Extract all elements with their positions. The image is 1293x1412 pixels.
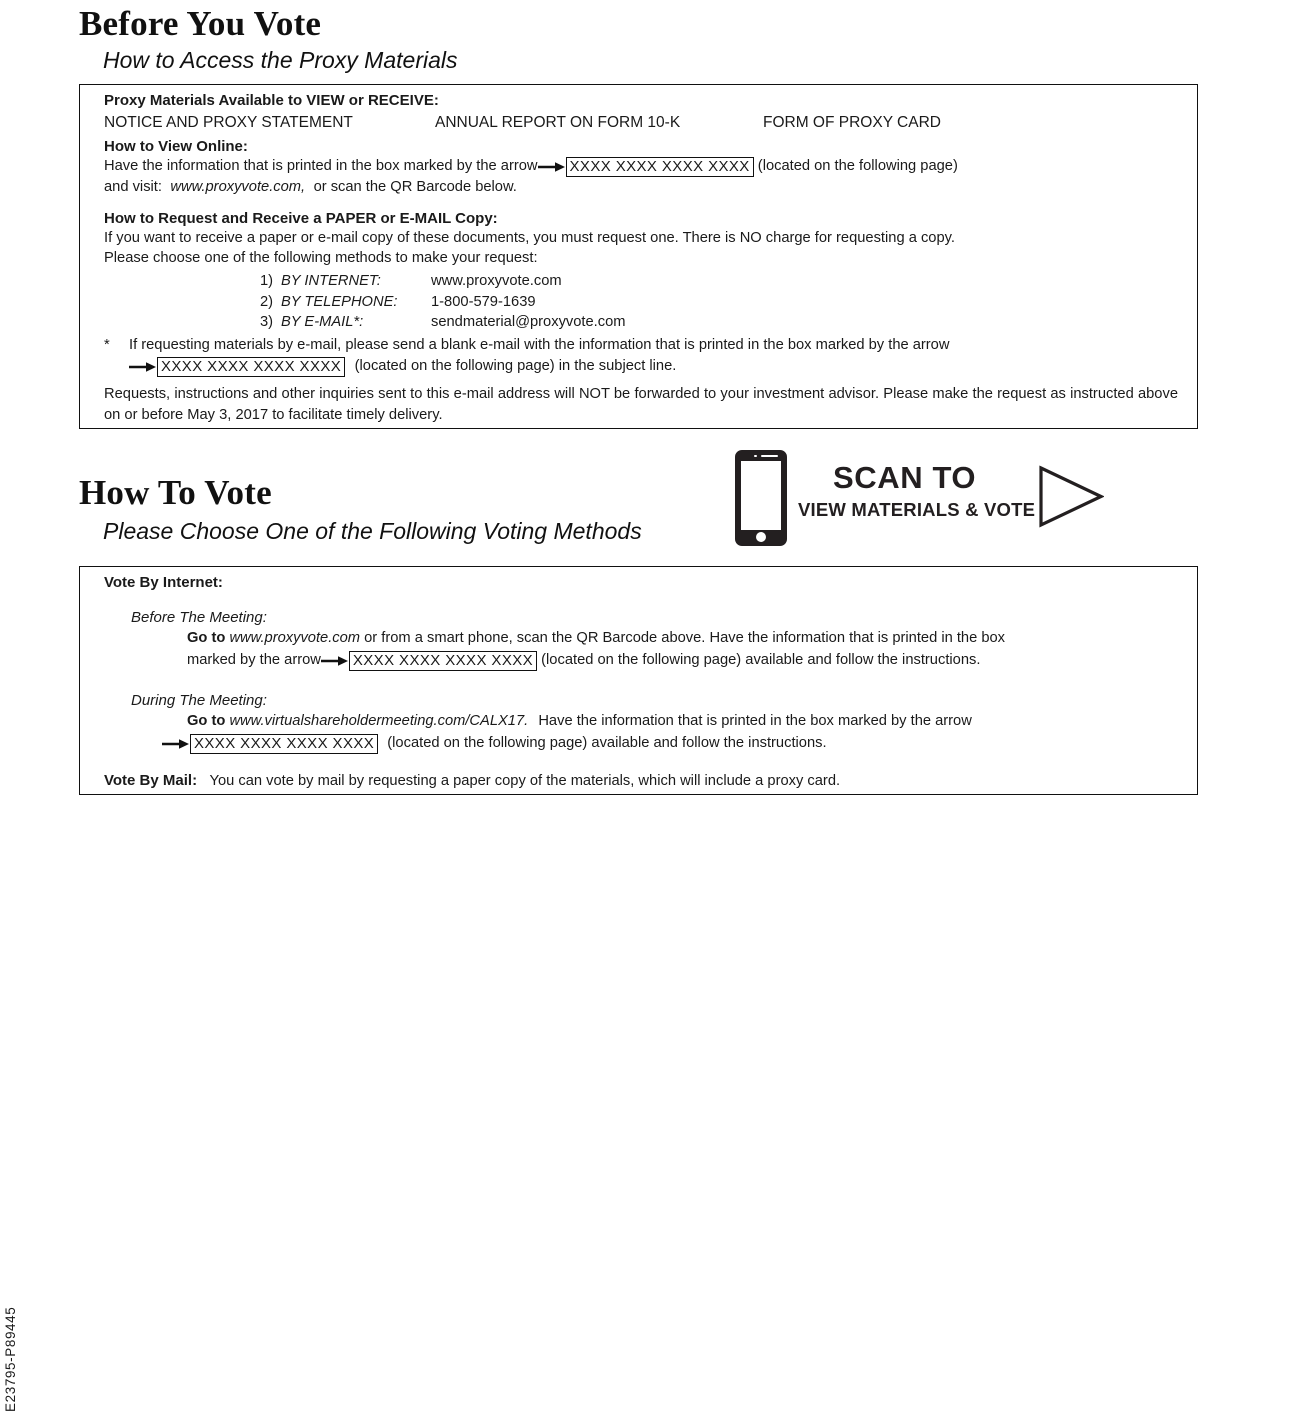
control-number-box-3: XXXX XXXX XXXX XXXX xyxy=(349,651,537,671)
method-label-internet: BY INTERNET: xyxy=(281,273,381,289)
vote-by-mail-row xyxy=(104,771,840,791)
control-number-box-2: XXXX XXXX XXXX XXXX xyxy=(157,357,345,377)
page-subtitle-access-proxy-materials: How to Access the Proxy Materials xyxy=(103,47,458,73)
before-the-meeting-label: Before The Meeting: xyxy=(131,609,267,626)
material-form-of-proxy-card: FORM OF PROXY CARD xyxy=(763,114,941,131)
scan-to-headline: SCAN TO xyxy=(833,460,977,495)
during-goto-label: Go to xyxy=(187,713,226,729)
control-number-box-1: XXXX XXXX XXXX XXXX xyxy=(566,157,754,177)
method-number-1: 1) xyxy=(259,273,273,289)
method-number-2: 2) xyxy=(259,293,273,310)
method-label-telephone: BY TELEPHONE: xyxy=(281,293,398,310)
control-number-box-4: XXXX XXXX XXXX XXXX xyxy=(190,734,378,754)
view-online-heading: How to View Online: xyxy=(104,138,248,155)
request-copy-line-2: Please choose one of the following methods to make your request: xyxy=(104,250,538,266)
material-annual-report-10k: ANNUAL REPORT ON FORM 10-K xyxy=(435,114,681,131)
request-method-telephone xyxy=(255,292,626,313)
during-meeting-body xyxy=(187,711,1178,754)
arrow-to-codebox-1 xyxy=(538,157,754,177)
method-value-email[interactable]: sendmaterial@proxyvote.com xyxy=(431,314,626,330)
phone-camera-dot xyxy=(754,455,757,458)
request-method-email xyxy=(255,312,626,333)
method-number-3: 3) xyxy=(259,314,273,330)
footnote-sentence-pre: If requesting materials by e-mail, please send a blank e-mail with the information that is printed in the box marked by the arrow xyxy=(129,337,950,353)
how-to-vote-panel xyxy=(79,566,1198,795)
proxyvote-url-link[interactable]: www.proxyvote.com, xyxy=(170,179,306,195)
page-title-how-to-vote: How To Vote xyxy=(79,473,272,512)
before-meeting-url[interactable]: www.proxyvote.com xyxy=(229,630,361,646)
vote-by-mail-text: You can vote by mail by requesting a paper copy of the materials, which will include a proxy card. xyxy=(209,773,841,789)
view-online-sentence-pre: Have the information that is printed in the box marked by the arrow xyxy=(104,158,538,174)
method-value-internet[interactable]: www.proxyvote.com xyxy=(431,273,562,289)
during-meeting-text-c: (located on the following page) available and follow the instructions. xyxy=(387,735,827,751)
closing-paragraph: Requests, instructions and other inquiries sent to this e-mail address will NOT be forwarded to your investment advisor. Please make the request as instructed above on or before May 3, 2017 to facilitate timely delivery. xyxy=(104,386,1178,423)
page-subtitle-voting-methods: Please Choose One of the Following Voting Methods xyxy=(103,518,642,544)
before-meeting-text-a: or from a smart phone, scan the QR Barcode above. Have the information that is printed in the box xyxy=(364,630,1006,646)
phone-speaker-slot xyxy=(761,455,778,458)
play-triangle-icon xyxy=(1038,465,1104,528)
before-meeting-text-c: (located on the following page) available and follow the instructions. xyxy=(541,652,981,668)
phone-home-button xyxy=(756,532,767,543)
arrow-to-codebox-2 xyxy=(129,357,345,377)
scan-to-subline: VIEW MATERIALS & VOTE xyxy=(798,499,1036,520)
view-online-sentence-post: (located on the following page) xyxy=(757,158,958,174)
arrow-to-codebox-4 xyxy=(162,734,378,754)
page-title-before-you-vote: Before You Vote xyxy=(79,4,322,43)
method-label-email: BY E-MAIL*: xyxy=(281,314,364,330)
during-the-meeting-label: During The Meeting: xyxy=(131,692,267,709)
request-copy-heading: How to Request and Receive a PAPER or E-MAIL Copy: xyxy=(104,210,498,227)
request-copy-line-1: If you want to receive a paper or e-mail copy of these documents, you must request one. There is NO charge for requesting a copy. xyxy=(104,230,955,246)
before-meeting-text-b: marked by the arrow xyxy=(187,652,321,668)
footnote-sentence-post: (located on the following page) in the subject line. xyxy=(354,358,677,374)
method-value-telephone[interactable]: 1-800-579-1639 xyxy=(431,293,536,310)
during-meeting-url[interactable]: www.virtualshareholdermeeting.com/CALX17. xyxy=(229,713,529,729)
phone-earpiece-bar xyxy=(741,452,781,461)
proxy-materials-panel xyxy=(79,84,1198,429)
during-meeting-text-a: Have the information that is printed in the box marked by the arrow xyxy=(538,713,972,729)
view-online-visit-suffix: or scan the QR Barcode below. xyxy=(313,179,517,195)
material-notice-proxy-statement: NOTICE AND PROXY STATEMENT xyxy=(104,114,353,131)
before-goto-label: Go to xyxy=(187,630,226,646)
footnote-asterisk: * xyxy=(104,337,110,353)
vote-by-mail-heading: Vote By Mail: xyxy=(104,772,198,789)
vote-by-internet-heading: Vote By Internet: xyxy=(104,574,223,591)
request-methods-list xyxy=(255,271,626,333)
before-meeting-body xyxy=(187,628,1178,671)
smartphone-icon xyxy=(735,450,787,546)
request-method-internet xyxy=(255,271,626,292)
document-side-code: E23795-P89445 xyxy=(3,1306,18,1412)
arrow-to-codebox-3 xyxy=(321,651,537,671)
phone-home-area xyxy=(741,530,781,545)
scan-to-vote-graphic xyxy=(735,450,1105,550)
view-online-visit-label: and visit: xyxy=(104,179,162,195)
available-heading: Proxy Materials Available to VIEW or RECEIVE: xyxy=(104,92,439,109)
